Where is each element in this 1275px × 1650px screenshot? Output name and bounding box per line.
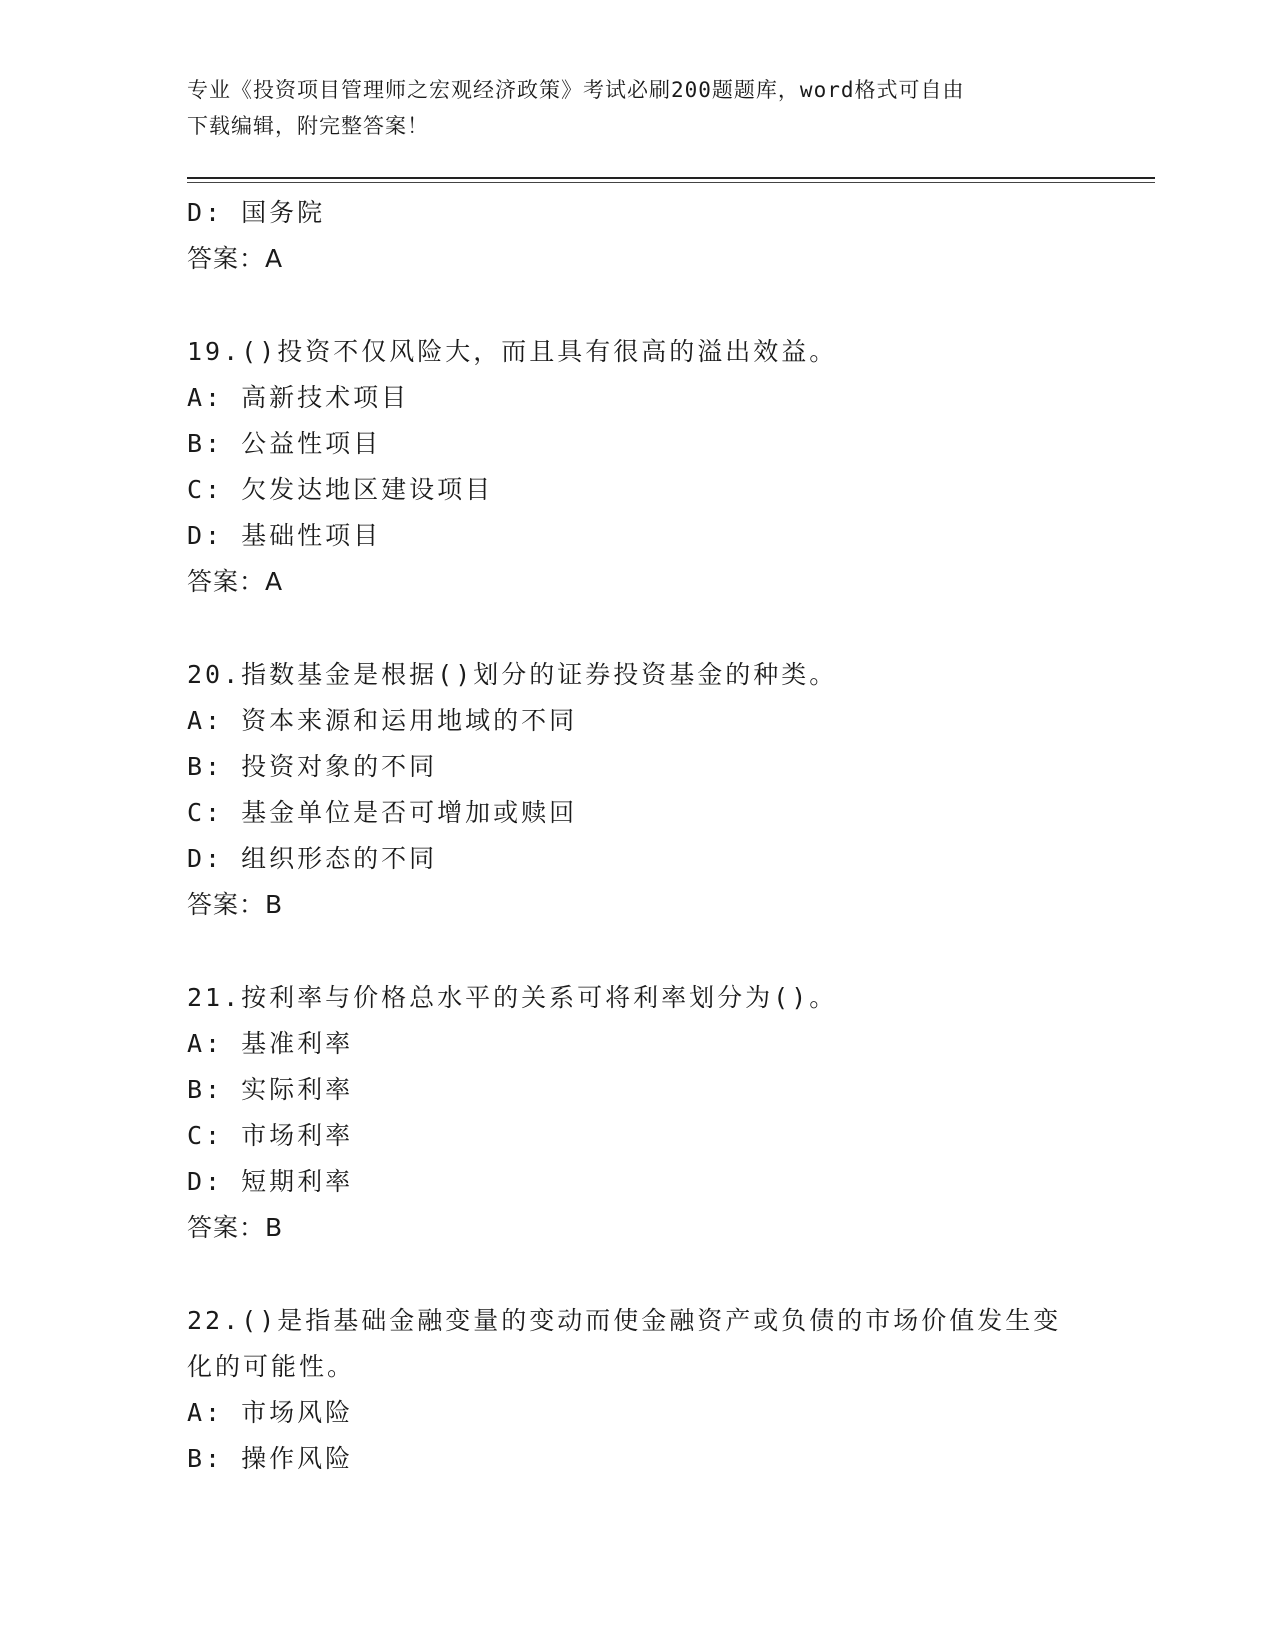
question-stem: 19.()投资不仅风险大，而且具有很高的溢出效益。 [187,337,838,366]
option-a: A: 资本来源和运用地域的不同 [187,706,578,735]
question-20 [187,652,1087,928]
header-line-2: 下载编辑，附完整答案！ [187,114,429,138]
option-d: D: 基础性项目 [187,521,382,550]
option-a: A: 基准利率 [187,1029,354,1058]
option-b: B: 实际利率 [187,1075,354,1104]
answer: 答案：A [187,567,284,596]
option-b: B: 投资对象的不同 [187,752,438,781]
header-line-1: 专业《投资项目管理师之宏观经济政策》考试必刷200题题库，word格式可自由 [187,78,965,102]
question-stem-line-2: 化的可能性。 [187,1352,356,1381]
header-divider-thin [187,182,1155,183]
option-d: D: 组织形态的不同 [187,844,438,873]
document-header [187,72,1087,144]
option-b: B: 公益性项目 [187,429,382,458]
prev-answer: 答案：A [187,244,284,273]
spacer [187,928,1087,975]
prev-option-d: D: 国务院 [187,198,326,227]
option-c: C: 欠发达地区建设项目 [187,475,494,504]
option-d: D: 短期利率 [187,1167,354,1196]
answer: 答案：B [187,890,284,919]
question-22 [187,1298,1087,1482]
question-21 [187,975,1087,1251]
option-b: B: 操作风险 [187,1444,354,1473]
option-c: C: 基金单位是否可增加或赎回 [187,798,578,827]
spacer [187,605,1087,652]
question-19 [187,329,1087,605]
question-stem: 20.指数基金是根据()划分的证券投资基金的种类。 [187,660,838,689]
question-stem: 21.按利率与价格总水平的关系可将利率划分为()。 [187,983,838,1012]
spacer [187,1251,1087,1298]
answer: 答案：B [187,1213,284,1242]
option-a: A: 高新技术项目 [187,383,410,412]
spacer [187,282,1087,329]
option-a: A: 市场风险 [187,1398,354,1427]
header-divider-thick [187,177,1155,179]
option-c: C: 市场利率 [187,1121,354,1150]
question-list [187,190,1087,1482]
question-stem-line-1: 22.()是指基础金融变量的变动而使金融资产或负债的市场价值发生变 [187,1306,1062,1335]
